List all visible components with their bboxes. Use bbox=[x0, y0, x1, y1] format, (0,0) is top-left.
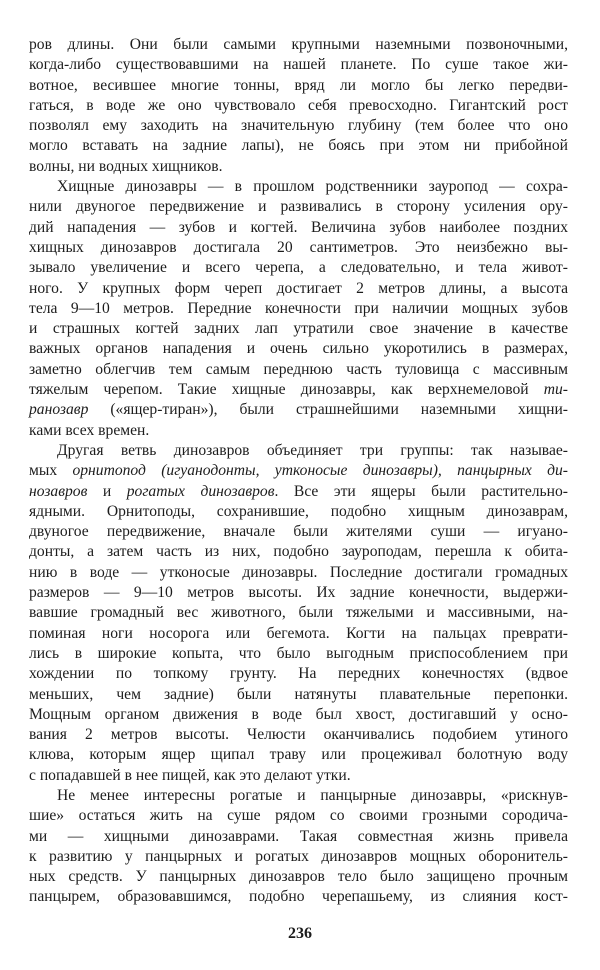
text-line bbox=[29, 867, 568, 887]
text-line bbox=[29, 360, 568, 380]
text-segment: нию в воде — утконосые динозавры. Последние достигали громадных bbox=[29, 563, 568, 581]
text-segment: размеров — 9—10 метров высоты. Их задние конечности, выдержи- bbox=[29, 584, 568, 602]
text-line bbox=[29, 279, 568, 299]
text-line bbox=[29, 461, 568, 481]
text-segment: . Все эти ящеры были растительно- bbox=[274, 482, 568, 500]
text-line bbox=[29, 685, 568, 705]
text-segment: мых bbox=[29, 462, 73, 480]
text-segment: заметно облегчив тем самым переднюю часть туловища с массивным bbox=[29, 360, 568, 378]
text-line bbox=[29, 400, 568, 420]
text-segment: тяжелым черепом. Такие хищные динозавры, как верхнемеловой bbox=[29, 381, 544, 399]
text-segment: донты, а затем часть из них, подобно зауроподам, перешла к обита- bbox=[29, 543, 568, 561]
text-segment: волны, ни водных хищников. bbox=[29, 157, 223, 175]
italic-term: ранозавр bbox=[29, 401, 89, 419]
text-line bbox=[29, 603, 568, 623]
text-segment: ядными. Орнитоподы, сохранившие, подобно хищным динозаврам, bbox=[29, 502, 568, 520]
text-line bbox=[29, 827, 568, 847]
text-segment: важных органов нападения и очень сильно укоротились в размерах, bbox=[29, 340, 568, 358]
text-line bbox=[29, 705, 568, 725]
text-line bbox=[29, 197, 568, 217]
text-segment: («ящер-тиран»), были страшнейшими наземными хищни- bbox=[88, 401, 568, 419]
text-segment: нили двуногое передвижение и развивались в сторону усиления ору- bbox=[29, 198, 568, 216]
text-line bbox=[29, 299, 568, 319]
text-line bbox=[29, 502, 568, 522]
text-line bbox=[29, 218, 568, 238]
text-segment: шие» остаться жить на суше рядом со своими грозными сородича- bbox=[29, 807, 568, 825]
text-segment: меньших, чем задние) были натянуты плавательные перепонки. bbox=[29, 685, 568, 703]
text-segment: зывало увеличение и всего черепа, а следовательно, и тела живот- bbox=[29, 259, 568, 277]
text-segment: дий нападения — зубов и когтей. Величина зубов наиболее поздних bbox=[29, 218, 568, 236]
text-line bbox=[29, 583, 568, 603]
text-line bbox=[29, 319, 568, 339]
text-segment: хождении по топкому грунту. На передних конечностях (вдвое bbox=[29, 665, 568, 683]
text-segment: клюва, которым ящер щипал траву или процеживал болотную воду bbox=[29, 746, 568, 764]
italic-term: ти- bbox=[543, 381, 568, 399]
text-segment: поминая ноги носорога или бегемота. Когти на пальцах преврати- bbox=[29, 624, 568, 642]
text-line bbox=[29, 522, 568, 542]
text-segment: ных средств. У панцырных динозавров тело было защищено прочным bbox=[29, 868, 568, 886]
text-segment: Мощным органом движения в воде был хвост, достигавший у осно- bbox=[29, 705, 568, 723]
text-segment: вания 2 метров высоты. Челюсти оканчивались подобием утиного bbox=[29, 726, 568, 744]
text-segment: Хищные динозавры — в прошлом родственники зауропод — сохра- bbox=[57, 178, 568, 196]
text-segment: вотное, весившее многие тонны, вряд ли могло бы легко передви- bbox=[29, 76, 568, 94]
text-line bbox=[29, 745, 568, 765]
paragraph bbox=[29, 441, 568, 786]
text-segment: к развитию у панцырных и рогатых динозавров мощных оборонитель- bbox=[29, 847, 568, 865]
text-segment: лись в широкие копыта, что было выгодным приспособлением при bbox=[29, 644, 568, 662]
page-number: 236 bbox=[288, 925, 312, 942]
text-line bbox=[29, 786, 568, 806]
italic-term: рогатых динозавров bbox=[126, 482, 275, 500]
text-line bbox=[29, 157, 568, 177]
text-line bbox=[29, 664, 568, 684]
text-segment: тела 9—10 метров. Передние конечности при наличии мощных зубов bbox=[29, 299, 568, 317]
text-segment: могло вставать на задние лапы), не боясь при этом ни прибойной bbox=[29, 137, 568, 155]
italic-term: орнитопод (игуанодонты, утконосые динозавры), панцырных ди- bbox=[72, 462, 568, 480]
paragraph bbox=[29, 786, 568, 908]
text-line bbox=[29, 238, 568, 258]
text-line bbox=[29, 644, 568, 664]
text-line bbox=[29, 766, 568, 786]
text-segment: Не менее интересны рогатые и панцырные динозавры, «рискнув- bbox=[57, 786, 568, 804]
text-segment: панцырем, образовавшимся, подобно черепашьему, из слияния кост- bbox=[29, 888, 568, 906]
text-segment: с попадавшей в нее пищей, как это делают утки. bbox=[29, 766, 351, 784]
text-line bbox=[29, 35, 568, 55]
text-line bbox=[29, 96, 568, 116]
text-line bbox=[29, 116, 568, 136]
text-segment: и bbox=[87, 482, 127, 500]
text-line bbox=[29, 563, 568, 583]
text-segment: Другая ветвь динозавров объединяет три группы: так называе- bbox=[57, 441, 568, 459]
text-segment: ми — хищными динозаврами. Такая совместная жизнь привела bbox=[29, 827, 568, 845]
text-line bbox=[29, 177, 568, 197]
text-segment: гаться, в воде же оно чувствовало себя превосходно. Гигантский рост bbox=[29, 96, 568, 114]
paragraph bbox=[29, 35, 568, 177]
text-segment: двуногое передвижение, вначале были жителями суши — игуано- bbox=[29, 523, 568, 541]
text-line bbox=[29, 55, 568, 75]
paragraph bbox=[29, 177, 568, 441]
text-line bbox=[29, 806, 568, 826]
text-line bbox=[29, 887, 568, 907]
text-line bbox=[29, 482, 568, 502]
text-line bbox=[29, 847, 568, 867]
text-line bbox=[29, 421, 568, 441]
text-segment: позволял ему заходить на значительную глубину (тем более что оно bbox=[29, 117, 568, 135]
text-line bbox=[29, 76, 568, 96]
text-line bbox=[29, 441, 568, 461]
text-line bbox=[29, 258, 568, 278]
text-segment: ного. У крупных форм череп достигает 2 метров длины, а высота bbox=[29, 279, 568, 297]
text-segment: вавшие громадный вес животного, были тяжелыми и массивными, на- bbox=[29, 604, 568, 622]
text-segment: ров длины. Они были самыми крупными наземными позвоночными, bbox=[29, 36, 568, 53]
text-segment: ками всех времен. bbox=[29, 421, 150, 439]
text-line bbox=[29, 725, 568, 745]
text-segment: и страшных когтей задних лап утратили свое значение в качестве bbox=[29, 320, 568, 338]
text-line bbox=[29, 339, 568, 359]
text-line bbox=[29, 624, 568, 644]
text-segment: хищных динозавров достигала 20 сантиметров. Это неизбежно вы- bbox=[29, 238, 568, 256]
book-page-text bbox=[29, 35, 568, 908]
italic-term: нозавров bbox=[29, 482, 88, 500]
text-line bbox=[29, 542, 568, 562]
text-segment: когда-либо существовавшими на нашей планете. По суше такое жи- bbox=[29, 56, 568, 74]
text-line bbox=[29, 136, 568, 156]
text-line bbox=[29, 380, 568, 400]
